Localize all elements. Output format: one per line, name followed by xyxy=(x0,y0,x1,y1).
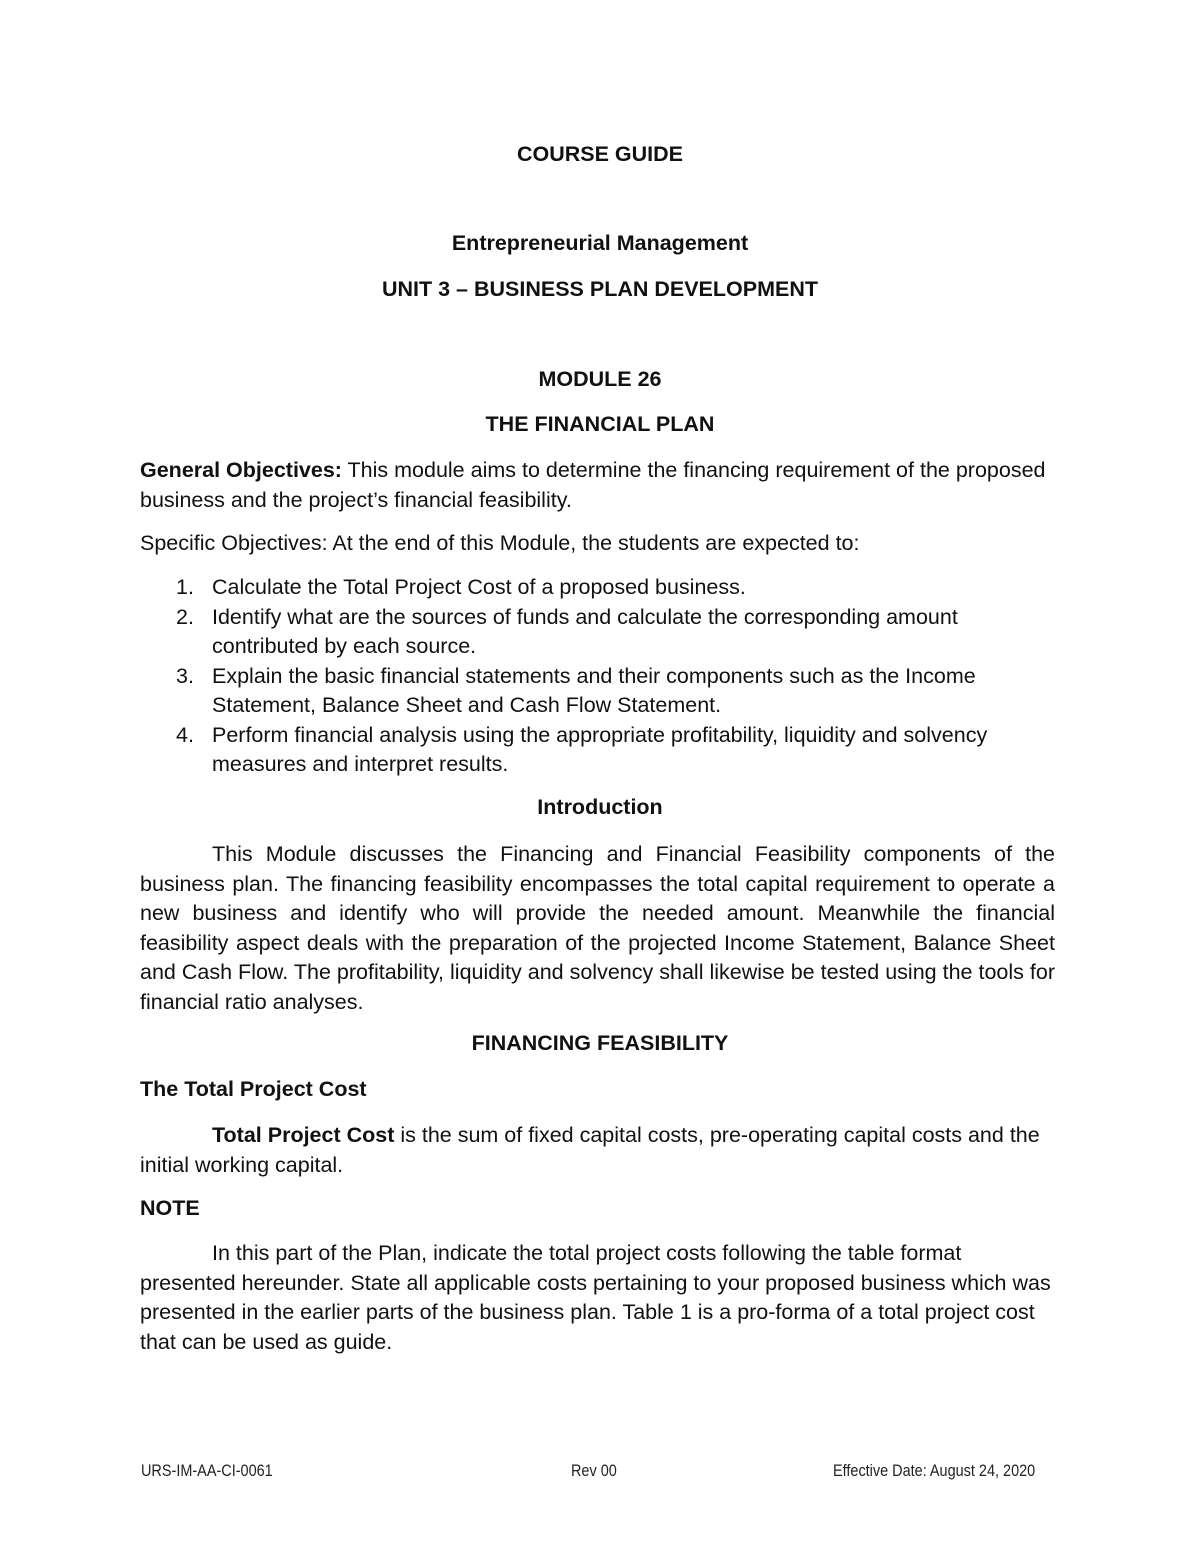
financing-feasibility-heading: FINANCING FEASIBILITY xyxy=(471,1031,729,1055)
footer-revision: Rev 00 xyxy=(571,1461,617,1480)
list-item-number: 4. xyxy=(176,722,194,747)
general-objectives-text: This module aims to determine the financing requirement of the proposed business and the project’s financial feasibility. xyxy=(140,458,1046,512)
course-guide-title: COURSE GUIDE xyxy=(516,142,684,166)
general-objectives xyxy=(140,456,1055,515)
module-number: MODULE 26 xyxy=(538,367,662,391)
subject-title: Entrepreneurial Management xyxy=(451,231,749,255)
note-body: In this part of the Plan, indicate the total project costs following the table format presented hereunder. State all applicable costs pertaining to your proposed business which was presented in the earlier parts of the business plan. Table 1 is a pro-forma of a total project cost that can be used as guide. xyxy=(140,1241,1051,1354)
list-item-text: Identify what are the sources of funds and calculate the corresponding amount contributed by each source. xyxy=(212,604,958,658)
total-project-cost-text: is the sum of fixed capital costs, pre-operating capital costs and the initial working capital. xyxy=(140,1123,1040,1177)
list-item-number: 1. xyxy=(176,575,194,599)
list-item xyxy=(140,573,1055,603)
introduction-heading: Introduction xyxy=(537,795,663,819)
list-item-number: 3. xyxy=(176,663,194,688)
list-item-text: Calculate the Total Project Cost of a proposed business. xyxy=(212,575,746,599)
note-heading: NOTE xyxy=(140,1196,200,1220)
introduction-body: This Module discusses the Financing and Financial Feasibility components of the business plan. The financing feasibility encompasses the total capital requirement to operate a new business and identify who will provide the needed amount. Meanwhile the financial feasibility aspect deals with the preparation of the projected Income Statement, Balance Sheet and Cash Flow. The profitability, liquidity and solvency shall likewise be tested using the tools for financial ratio analyses. xyxy=(140,842,1055,1014)
total-project-cost-heading: The Total Project Cost xyxy=(140,1077,367,1101)
list-item-number: 2. xyxy=(176,604,194,629)
total-project-cost-term: Total Project Cost xyxy=(212,1123,395,1147)
module-title: THE FINANCIAL PLAN xyxy=(485,412,715,436)
list-item-text: Perform financial analysis using the appropriate profitability, liquidity and solvency measures and interpret results. xyxy=(212,722,988,776)
list-item xyxy=(140,721,1055,780)
list-item xyxy=(140,662,1055,721)
objectives-list xyxy=(140,573,1055,780)
footer-effective-date: Effective Date: August 24, 2020 xyxy=(833,1461,1036,1480)
list-item xyxy=(140,603,1055,662)
footer-doc-code: URS-IM-AA-CI-0061 xyxy=(141,1461,273,1480)
unit-title: UNIT 3 – BUSINESS PLAN DEVELOPMENT xyxy=(381,277,819,301)
general-objectives-label: General Objectives: xyxy=(140,458,342,482)
specific-objectives-intro: Specific Objectives: At the end of this Module, the students are expected to: xyxy=(140,531,860,555)
total-project-cost-definition xyxy=(140,1121,1055,1180)
list-item-text: Explain the basic financial statements and their components such as the Income Statement, Balance Sheet and Cash Flow Statement. xyxy=(212,663,976,717)
